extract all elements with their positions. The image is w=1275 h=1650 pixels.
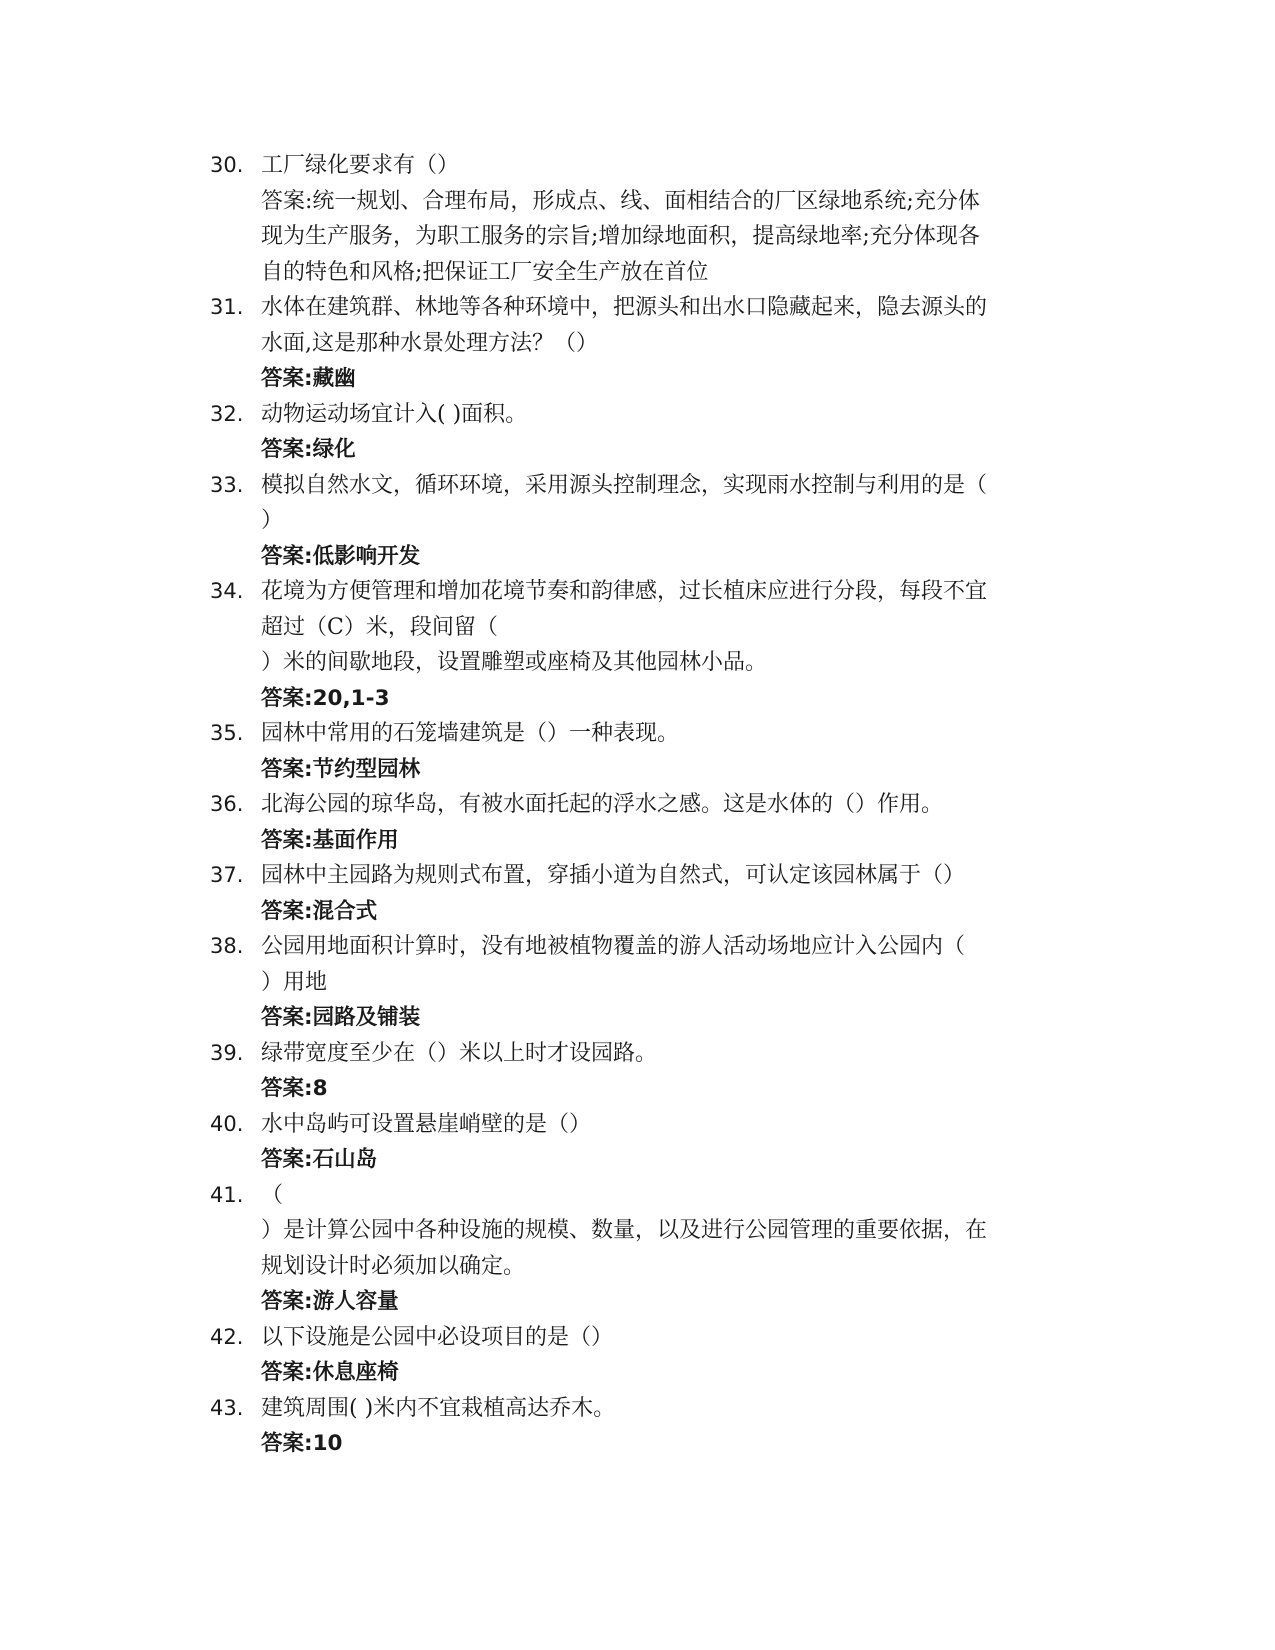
question-number: 41. (210, 1182, 244, 1207)
question-number: 40. (210, 1111, 244, 1136)
question-number: 42. (210, 1324, 244, 1349)
answer (261, 823, 1080, 859)
answer-line: 答案:20,1-3 (261, 685, 390, 711)
question-item (210, 574, 1080, 716)
question-item (210, 787, 1080, 858)
question-text-line: 公园用地面积计算时，没有地被植物覆盖的游人活动场地应计入公园内（ (261, 934, 966, 959)
question-number: 30. (210, 153, 244, 177)
answer-line: 答案:8 (261, 1076, 328, 1101)
question-text-line: 以下设施是公园中必设项目的是（） (261, 1324, 614, 1350)
question-number: 35. (210, 721, 244, 745)
answer (261, 539, 1080, 575)
question-text-line: ） (261, 508, 284, 533)
question-item (210, 290, 1080, 397)
answer-line: 答案:绿化 (261, 437, 356, 462)
question-text-line: （ (261, 1182, 284, 1208)
question-number: 36. (210, 792, 244, 816)
answer-line: 答案:节约型园林 (261, 756, 421, 782)
answer-line: 答案:基面作用 (261, 827, 399, 853)
question-text-line: 模拟自然水文，循环环境，采用源头控制理念，实现雨水控制与利用的是（ (261, 472, 988, 498)
question-text-line: 超过（C）米，段间留（ (261, 614, 498, 640)
answer-line: 答案:休息座椅 (261, 1360, 399, 1385)
answer-line: 答案:混合式 (261, 898, 378, 924)
answer-line: 答案:低影响开发 (261, 543, 421, 569)
question-text-line: 工厂绿化要求有（） (261, 153, 460, 178)
answer (261, 752, 1080, 788)
question-text-line: 园林中主园路为规则式布置，穿插小道为自然式，可认定该园林属于（） (261, 863, 966, 888)
question-number: 38. (210, 934, 244, 958)
question-text-line: 建筑周围( )米内不宜栽植高达乔木。 (261, 1395, 616, 1421)
question-item (210, 929, 1080, 1036)
question-item (210, 1320, 1080, 1391)
question-number: 43. (210, 1395, 244, 1420)
question-text-line: 水中岛屿可设置悬崖峭壁的是（） (261, 1111, 592, 1137)
answer (261, 1142, 1080, 1178)
answer (261, 681, 1080, 717)
answer (261, 1426, 1080, 1462)
answer-line: 自的特色和风格;把保证工厂安全生产放在首位 (261, 259, 709, 285)
question-text-line: 北海公园的琼华岛，有被水面托起的浮水之感。这是水体的（）作用。 (261, 792, 944, 817)
answer-line: 答案:园路及铺装 (261, 1005, 421, 1030)
answer (261, 432, 1080, 468)
answer-line: 答案:统一规划、合理布局，形成点、线、面相结合的厂区绿地系统;充分体 (261, 188, 980, 214)
question-number: 34. (210, 579, 244, 603)
question-item (210, 716, 1080, 787)
answer (261, 894, 1080, 930)
answer-line: 答案:游人容量 (261, 1289, 399, 1314)
question-text-line: 绿带宽度至少在（）米以上时才设园路。 (261, 1040, 658, 1066)
question-list (210, 148, 1080, 1462)
question-item (210, 858, 1080, 929)
question-text-line: 水面,这是那种水景处理方法？（） (261, 330, 598, 356)
answer (261, 1071, 1080, 1107)
answer-line: 答案:石山岛 (261, 1147, 378, 1172)
question-number: 39. (210, 1040, 244, 1065)
question-item (210, 397, 1080, 468)
question-item (210, 1107, 1080, 1178)
question-text-line: ）用地 (261, 969, 328, 995)
question-text-line: 水体在建筑群、林地等各种环境中，把源头和出水口隐藏起来，隐去源头的 (261, 295, 988, 320)
question-text-line: ）是计算公园中各种设施的规模、数量，以及进行公园管理的重要依据，在 (261, 1218, 988, 1243)
question-item (210, 1178, 1080, 1320)
question-item (210, 1036, 1080, 1107)
question-number: 33. (210, 472, 244, 497)
answer (261, 1000, 1080, 1036)
answer-line: 现为生产服务，为职工服务的宗旨;增加绿地面积，提高绿地率;充分体现各 (261, 224, 980, 249)
question-number: 32. (210, 401, 244, 426)
question-number: 31. (210, 295, 244, 319)
question-item (210, 468, 1080, 575)
question-text-line: 动物运动场宜计入( )面积。 (261, 401, 528, 427)
question-text-line: 规划设计时必须加以确定。 (261, 1253, 526, 1279)
question-text-line: ）米的间歇地段，设置雕塑或座椅及其他园林小品。 (261, 650, 768, 675)
answer-line: 答案:藏幽 (261, 366, 356, 391)
answer (261, 1355, 1080, 1391)
answer-line: 答案:10 (261, 1431, 343, 1456)
answer (261, 1284, 1080, 1320)
question-item (210, 148, 1080, 290)
question-item (210, 1391, 1080, 1462)
answer (261, 184, 1080, 291)
answer (261, 361, 1080, 397)
question-text-line: 花境为方便管理和增加花境节奏和韵律感，过长植床应进行分段，每段不宜 (261, 579, 988, 604)
question-number: 37. (210, 863, 244, 887)
question-text-line: 园林中常用的石笼墙建筑是（）一种表现。 (261, 721, 680, 746)
